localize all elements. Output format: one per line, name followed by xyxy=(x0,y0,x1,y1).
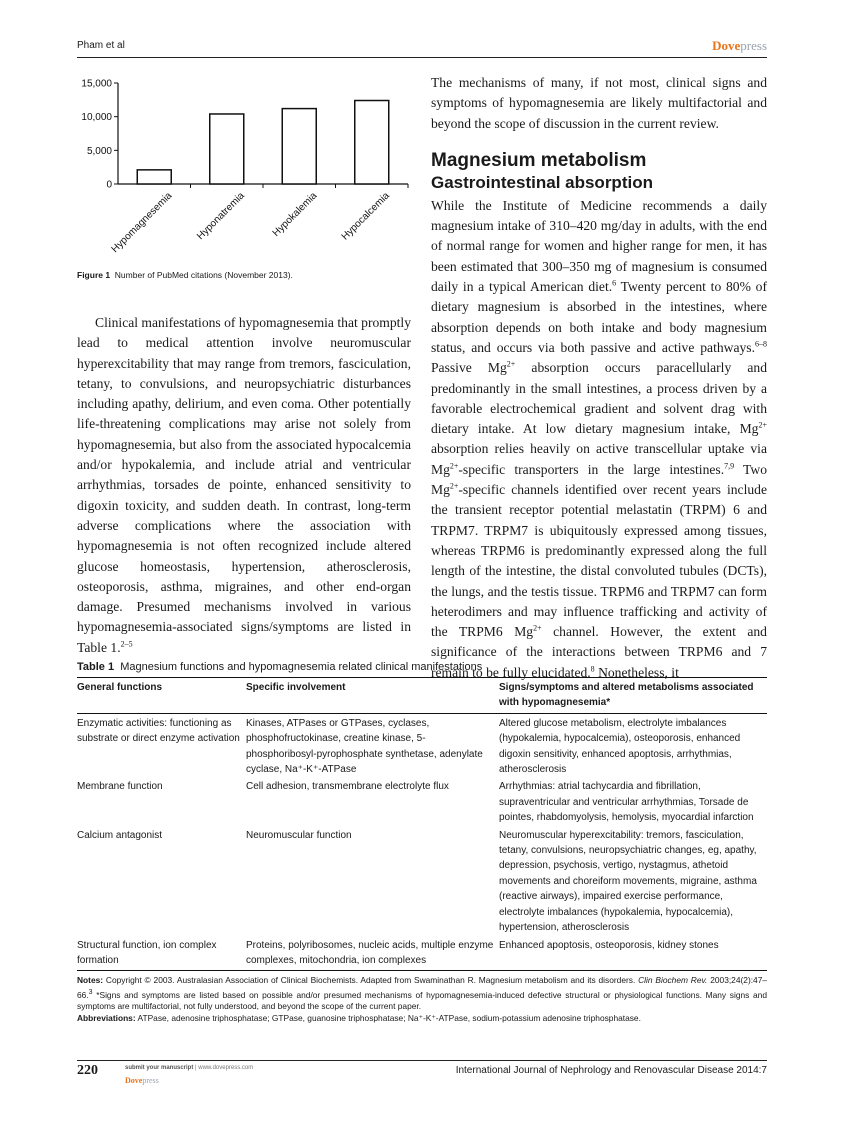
y-tick-label: 0 xyxy=(106,179,112,191)
table-row xyxy=(77,936,767,971)
submit-site: www.dovepress.com xyxy=(198,1065,254,1071)
dovepress-logo[interactable] xyxy=(712,38,767,54)
abbreviations-text: ATPase, adenosine triphosphatase; GTPase, guanosine triphosphatase; Na⁺-K⁺-ATPase, sodium-potassium adenosine triphosphatase. xyxy=(137,1012,641,1023)
logo-light: press xyxy=(740,38,767,53)
notes-text: *Signs and symptoms are listed based on possible and/or presumed mechanisms of hypomagnesemia-induced defective structural or physiological functions. Many signs and symptoms are multifactorial, not fully understood, and beyond the scope of the current paper. xyxy=(77,989,767,1012)
table-cell: Neuromuscular function xyxy=(246,829,352,841)
absorption-paragraph xyxy=(431,196,767,683)
right-column xyxy=(431,73,767,683)
table-cell: Cell adhesion, transmembrane electrolyte flux xyxy=(246,781,449,793)
x-tick-label: Hypomagnesemia xyxy=(109,190,175,256)
table-cell: Kinases, ATPases or GTPases, cyclases, phosphofructokinase, creatine kinase, 5-phosphoribosyl-pyrophosphate synthetase, adenylate cyclase, Na⁺-K⁺-ATPase xyxy=(246,717,483,776)
intro-paragraph: The mechanisms of many, if not most, clinical signs and symptoms of hypomagnesemia are likely multifactorial and beyond the scope of discussion in the current review. xyxy=(431,75,767,131)
left-column xyxy=(77,313,411,658)
text-run: channel. However, the extent and significance of the interactions between TRPM6 and 7 remain to be fully elucidated. xyxy=(431,624,767,680)
figure-1-bar-chart xyxy=(60,66,420,266)
text-run: absorption relies heavily on active transcellular uptake via Mg xyxy=(431,441,767,477)
notes-journal: Clin Biochem Rev. xyxy=(638,975,708,986)
table-label: Table 1 xyxy=(77,661,115,673)
subsection-heading: Gastrointestinal absorption xyxy=(431,172,653,192)
ion-charge: 2+ xyxy=(533,623,542,633)
text-run: Two Mg xyxy=(431,461,768,498)
paragraph-text: Clinical manifestations of hypomagnesemia that promptly lead to medical attention involve neuromuscular hyperexcitability that may range from tremors, fasciculation, tetany, to convulsions, and neuropsychiatric disturbances including apathy, delirium, and even coma. Other potentially life-threatening complications may arise not solely from hypomagnesemia, but also from the associated hypocalcemia and/or hypokalemia, and include atrial and ventricular arrhythmias, torsades de pointe, enhanced sensitivity to digoxin toxicity, and sudden death. In contrast, long-term adverse complications where the association with hypomagnesemia is not often recognized include altered glucose homeostasis, hypertension, atherosclerosis, osteoporosis, asthma, migraines, and other end-organ damage. Presumed mechanisms involved in various hypomagnesemia-associated signs/symptoms are listed in Table 1. xyxy=(77,315,411,655)
ion-charge: 2+ xyxy=(449,461,459,471)
logo-main: Dove xyxy=(125,1076,143,1085)
citation[interactable]: 3 xyxy=(88,988,93,996)
table-caption xyxy=(77,661,767,673)
notes-text: 2003;24(2):47–66. xyxy=(77,975,768,1000)
running-header-author: Pham et al xyxy=(77,40,125,51)
table-1 xyxy=(77,661,767,1024)
table-cell: Enzymatic activities: functioning as substrate or direct enzyme activation xyxy=(77,717,240,745)
x-tick-label: Hyponatremia xyxy=(195,190,247,243)
table-1-grid xyxy=(77,677,767,971)
text-run: Twenty percent to 80% of dietary magnesium is absorbed in the intestines, where absorption depends on both intake and body magnesium status, and occurs via both passive and active pathways. xyxy=(431,279,767,355)
table-header-cell: Specific involvement xyxy=(246,678,499,714)
table-cell: Proteins, polyribosomes, nucleic acids, multiple enzyme complexes, mitochondria, ion complexes xyxy=(246,936,499,971)
abbreviations-label: Abbreviations: xyxy=(77,1012,136,1023)
citation[interactable]: 6–8 xyxy=(755,339,767,349)
citation[interactable]: 8 xyxy=(590,664,595,674)
page-footer xyxy=(77,1063,767,1103)
table-cell: Neuromuscular hyperexcitability: tremors, fasciculation, tetany, convulsions, neuropsychiatric changes, eg, apathy, depression, psychosis, vertigo, nystagmus, athetoid movements and choreiform movements, migraine, asthma (reactive airways), impaired exercise performance, electrolyte imbalances (hypokalemia, hypocalcemia), hypertension, atherosclerosis xyxy=(499,829,757,934)
table-row xyxy=(77,826,767,936)
notes-label: Notes: xyxy=(77,975,104,986)
figure-caption xyxy=(77,270,293,280)
y-tick-label: 5,000 xyxy=(86,145,112,157)
submit-label: submit your manuscript xyxy=(125,1065,194,1071)
x-tick-label: Hypokalemia xyxy=(270,190,320,240)
text-run: -specific transporters in the large intestines. xyxy=(458,461,725,477)
text-run: Passive Mg xyxy=(431,360,507,376)
logo-light: press xyxy=(142,1076,159,1085)
table-header-row xyxy=(77,678,767,714)
table-cell: Altered glucose metabolism, electrolyte imbalances (hypokalemia, hypocalcemia), osteoporosis, enhanced digoxin sensitivity, enhanced apoptosis, arrhythmias, atherosclerosis xyxy=(499,717,741,776)
section-heading: Magnesium metabolism xyxy=(431,149,647,171)
notes-text: Copyright © 2003. Australasian Association of Clinical Biochemists. Adapted from Swaminathan R. Magnesium metabolism and its disorders. xyxy=(105,975,636,986)
submit-manuscript-link[interactable]: submit your manuscript | www.dovepress.com xyxy=(125,1065,254,1071)
table-cell: Structural function, ion complex formation xyxy=(77,936,246,971)
citation[interactable]: 2–5 xyxy=(120,639,133,649)
text-run: absorption occurs paracellularly and predominantly in the small intestines, a process driven by a favorable electrochemical gradient and solvent drag with dietary intake. At low dietary magnesium intake, Mg xyxy=(431,360,767,437)
header-divider xyxy=(77,57,767,58)
bar xyxy=(282,109,316,184)
text-run: Nonetheless, it xyxy=(594,664,679,680)
bar xyxy=(137,170,171,184)
figure-label: Figure 1 xyxy=(77,270,111,280)
table-notes xyxy=(77,975,767,1024)
x-tick-label: Hypocalcemia xyxy=(339,190,392,243)
table-row xyxy=(77,777,767,825)
logo-main: Dove xyxy=(712,38,741,53)
text-run: While the Institute of Medicine recommends a daily magnesium intake of 310–420 mg/day in adults, with the end of normal range for women and higher range for men, it has been estimated that 300–350 mg of magnesium is consumed daily in a typical American diet. xyxy=(431,197,767,295)
table-row xyxy=(77,713,767,777)
chart-y-ticks xyxy=(81,79,118,191)
bar xyxy=(210,114,244,184)
text-run: -specific channels identified over recent years include the transient receptor potential melastatin (TRPM) 6 and TRPM7. TRPM7 is ubiquitously expressed among tissues, whereas TRPM6 is predominantly expressed along the full length of the intestine, the distal convoluted tubules (DCTs), the lungs, and the testis tissue. TRPM6 and TRPM7 can form heterodimers and may influence trafficking and activity of the TRPM6 Mg xyxy=(431,482,767,640)
table-header-cell: General functions xyxy=(77,678,246,714)
figure-caption-text: Number of PubMed citations (November 2013). xyxy=(114,270,293,280)
footer-divider xyxy=(77,1060,767,1061)
bar xyxy=(355,101,389,184)
ion-charge: 2+ xyxy=(506,359,516,369)
chart-x-labels xyxy=(110,184,408,255)
table-cell: Arrhythmias: atrial tachycardia and fibrillation, supraventricular and ventricular arrhythmias, Torsade de pointes, rhabdomyolysis, hemolysis, myocardial infarction xyxy=(499,781,754,824)
y-tick-label: 15,000 xyxy=(81,78,112,90)
table-cell: Enhanced apoptosis, osteoporosis, kidney stones xyxy=(499,936,767,971)
left-column-paragraph xyxy=(77,313,411,658)
citation[interactable]: 6 xyxy=(612,278,617,288)
table-header-cell: Signs/symptoms and altered metabolisms associated with hypomagnesemia* xyxy=(499,678,767,714)
journal-citation: International Journal of Nephrology and Renovascular Disease 2014:7 xyxy=(455,1065,767,1076)
y-tick-label: 10,000 xyxy=(81,112,112,124)
table-cell: Calcium antagonist xyxy=(77,829,163,841)
table-cell: Membrane function xyxy=(77,781,163,793)
ion-charge: 2+ xyxy=(758,420,767,430)
table-title: Magnesium functions and hypomagnesemia related clinical manifestations xyxy=(120,661,483,673)
page-number: 220 xyxy=(77,1063,98,1078)
running-header xyxy=(77,40,767,56)
chart-bars xyxy=(137,101,389,184)
ion-charge: 2+ xyxy=(449,481,459,491)
footer-dovepress-logo[interactable] xyxy=(125,1076,159,1085)
citation[interactable]: 7,9 xyxy=(724,461,735,471)
